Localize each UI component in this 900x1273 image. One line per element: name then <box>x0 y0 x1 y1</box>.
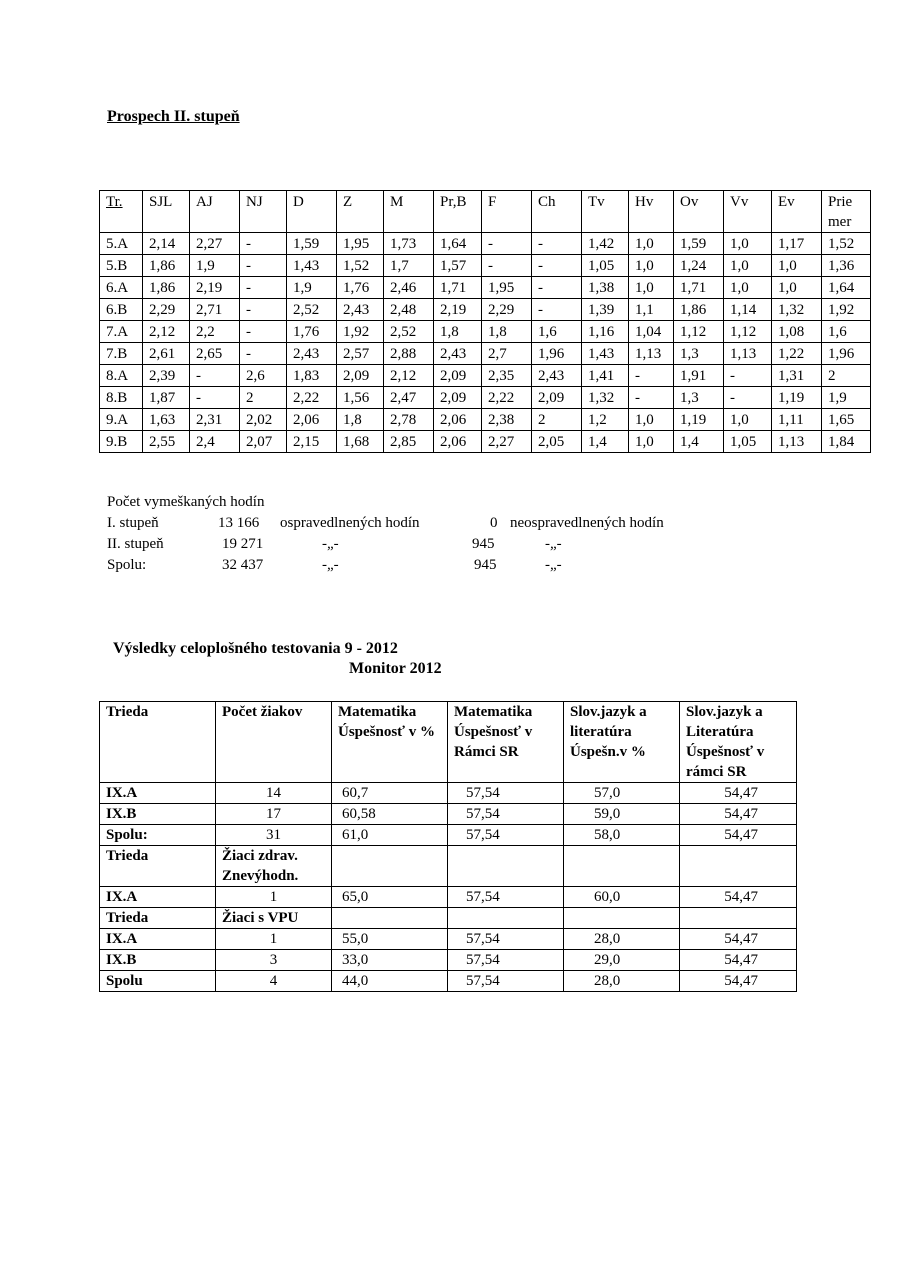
grades-header-cell: Hv <box>629 191 674 233</box>
grades-value-cell: 1,56 <box>337 387 384 409</box>
testing-value-cell: 54,47 <box>680 783 797 804</box>
grades-value-cell: 1,13 <box>772 431 822 453</box>
grades-value-cell: 2,43 <box>434 343 482 365</box>
testing-value-cell: 65,0 <box>332 887 448 908</box>
grades-value-cell: 2,46 <box>384 277 434 299</box>
grades-value-cell: 1,0 <box>724 233 772 255</box>
testing-value-cell: 33,0 <box>332 950 448 971</box>
testing-subheader-cell <box>332 908 448 929</box>
grades-class-cell: 8.A <box>100 365 143 387</box>
testing-header-cell: Trieda <box>100 702 216 783</box>
testing-table <box>99 701 797 992</box>
absence-excused: 13 166 <box>218 515 260 531</box>
grades-value-cell: 1,32 <box>582 387 629 409</box>
grades-value-cell: 2,19 <box>190 277 240 299</box>
grades-value-cell: 1,63 <box>143 409 190 431</box>
testing-value-cell: 3 <box>216 950 332 971</box>
grades-value-cell: 2,06 <box>434 409 482 431</box>
grades-value-cell: 1,12 <box>674 321 724 343</box>
grades-value-cell: 1,0 <box>629 409 674 431</box>
absence-label: II. stupeň <box>107 536 164 552</box>
grades-value-cell: 2,35 <box>482 365 532 387</box>
grades-value-cell: 1,43 <box>287 255 337 277</box>
testing-row <box>100 950 797 971</box>
testing-value-cell: 54,47 <box>680 887 797 908</box>
grades-value-cell: - <box>240 343 287 365</box>
grades-value-cell: 1,7 <box>384 255 434 277</box>
grades-value-cell: 2,06 <box>287 409 337 431</box>
grades-value-cell: 2,85 <box>384 431 434 453</box>
testing-class-cell: Spolu: <box>100 825 216 846</box>
grades-value-cell: 1,59 <box>287 233 337 255</box>
grades-value-cell: 1,14 <box>724 299 772 321</box>
grades-value-cell: 1,24 <box>674 255 724 277</box>
testing-value-cell: 57,54 <box>448 887 564 908</box>
grades-value-cell: 1,04 <box>629 321 674 343</box>
testing-header-cell: Slov.jazyk a Literatúra Úspešnosť v rámci SR <box>680 702 797 783</box>
grades-value-cell: - <box>724 365 772 387</box>
grades-value-cell: 1,95 <box>482 277 532 299</box>
grades-value-cell: 1,64 <box>822 277 871 299</box>
absence-excused-label: -„- <box>322 557 339 573</box>
grades-value-cell: 2,19 <box>434 299 482 321</box>
grades-class-cell: 9.A <box>100 409 143 431</box>
grades-value-cell: 2,09 <box>337 365 384 387</box>
testing-value-cell: 54,47 <box>680 929 797 950</box>
grades-value-cell: 1,52 <box>337 255 384 277</box>
testing-header-cell: Matematika Úspešnosť v % <box>332 702 448 783</box>
grades-header-cell: NJ <box>240 191 287 233</box>
grades-value-cell: 2 <box>240 387 287 409</box>
grades-value-cell: 1,6 <box>532 321 582 343</box>
grades-value-cell: - <box>532 299 582 321</box>
testing-subheader-cell <box>448 846 564 887</box>
absence-unexcused-label: neospravedlnených hodín <box>510 515 664 531</box>
testing-subheader-cell <box>332 846 448 887</box>
grades-value-cell: 2,48 <box>384 299 434 321</box>
grades-value-cell: - <box>629 387 674 409</box>
grades-value-cell: 2,55 <box>143 431 190 453</box>
grades-value-cell: 1,41 <box>582 365 629 387</box>
absence-unexcused: 945 <box>472 536 495 552</box>
grades-header-cell: Ov <box>674 191 724 233</box>
grades-value-cell: 2,05 <box>532 431 582 453</box>
grades-value-cell: 1,73 <box>384 233 434 255</box>
grades-row <box>100 409 871 431</box>
testing-value-cell: 54,47 <box>680 825 797 846</box>
grades-value-cell: 2,88 <box>384 343 434 365</box>
grades-value-cell: 2,43 <box>337 299 384 321</box>
grades-value-cell: 1,0 <box>629 431 674 453</box>
grades-value-cell: 1,83 <box>287 365 337 387</box>
grades-row <box>100 321 871 343</box>
testing-value-cell: 54,47 <box>680 804 797 825</box>
grades-value-cell: 1,96 <box>532 343 582 365</box>
testing-subheader-cell: Žiaci zdrav. Znevýhodn. <box>216 846 332 887</box>
grades-row <box>100 343 871 365</box>
testing-value-cell: 28,0 <box>564 929 680 950</box>
grades-value-cell: 1,2 <box>582 409 629 431</box>
testing-class-cell: IX.A <box>100 929 216 950</box>
grades-header-row <box>100 191 871 233</box>
grades-class-cell: 6.A <box>100 277 143 299</box>
grades-value-cell: 1,8 <box>434 321 482 343</box>
grades-value-cell: - <box>190 387 240 409</box>
testing-class-cell: IX.A <box>100 783 216 804</box>
grades-header-cell: Prie mer <box>822 191 871 233</box>
grades-class-cell: 8.B <box>100 387 143 409</box>
grades-value-cell: 1,84 <box>822 431 871 453</box>
testing-value-cell: 17 <box>216 804 332 825</box>
testing-header-row <box>100 702 797 783</box>
grades-value-cell: - <box>532 255 582 277</box>
grades-value-cell: 1,0 <box>724 277 772 299</box>
testing-value-cell: 54,47 <box>680 971 797 992</box>
grades-value-cell: 1,68 <box>337 431 384 453</box>
grades-value-cell: 1,8 <box>337 409 384 431</box>
grades-value-cell: 1,36 <box>822 255 871 277</box>
grades-value-cell: 2 <box>822 365 871 387</box>
absence-label: Spolu: <box>107 557 147 573</box>
grades-value-cell: 1,91 <box>674 365 724 387</box>
grades-value-cell: 1,92 <box>822 299 871 321</box>
testing-value-cell: 57,54 <box>448 971 564 992</box>
grades-value-cell: - <box>629 365 674 387</box>
testing-value-cell: 60,7 <box>332 783 448 804</box>
absence-excused-label: ospravedlnených hodín <box>280 515 420 531</box>
testing-subheader-row <box>100 846 797 887</box>
grades-header-cell: Vv <box>724 191 772 233</box>
testing-row <box>100 971 797 992</box>
grades-value-cell: 1,6 <box>822 321 871 343</box>
grades-header-cell: M <box>384 191 434 233</box>
testing-value-cell: 57,54 <box>448 929 564 950</box>
grades-class-cell: 5.B <box>100 255 143 277</box>
grades-value-cell: 1,86 <box>143 255 190 277</box>
testing-title: Výsledky celoplošného testovania 9 - 2012 <box>113 640 398 657</box>
grades-value-cell: 1,08 <box>772 321 822 343</box>
testing-value-cell: 29,0 <box>564 950 680 971</box>
grades-header-cell: Ev <box>772 191 822 233</box>
testing-class-cell: IX.A <box>100 887 216 908</box>
grades-value-cell: 1,8 <box>482 321 532 343</box>
grades-value-cell: 2,09 <box>434 387 482 409</box>
grades-value-cell: 1,87 <box>143 387 190 409</box>
grades-class-cell: 9.B <box>100 431 143 453</box>
grades-value-cell: 1,4 <box>674 431 724 453</box>
grades-value-cell: 2,31 <box>190 409 240 431</box>
testing-subheader-cell: Trieda <box>100 908 216 929</box>
grades-value-cell: 1,05 <box>724 431 772 453</box>
grades-value-cell: 2,7 <box>482 343 532 365</box>
testing-value-cell: 59,0 <box>564 804 680 825</box>
grades-value-cell: 1,19 <box>674 409 724 431</box>
grades-header-cell: Tr. <box>100 191 143 233</box>
testing-subheader-cell <box>564 846 680 887</box>
grades-value-cell: 2,47 <box>384 387 434 409</box>
grades-value-cell: 1,22 <box>772 343 822 365</box>
grades-value-cell: 2,61 <box>143 343 190 365</box>
grades-value-cell: 1,0 <box>629 277 674 299</box>
grades-value-cell: 2,14 <box>143 233 190 255</box>
grades-value-cell: 1,17 <box>772 233 822 255</box>
absence-unexcused-label: -„- <box>545 536 562 552</box>
testing-value-cell: 31 <box>216 825 332 846</box>
grades-value-cell: 1,9 <box>287 277 337 299</box>
absence-unexcused-label: -„- <box>545 557 562 573</box>
grades-value-cell: 2,22 <box>482 387 532 409</box>
grades-value-cell: 1,4 <box>582 431 629 453</box>
testing-value-cell: 44,0 <box>332 971 448 992</box>
grades-value-cell: 1,59 <box>674 233 724 255</box>
testing-subheader-cell: Žiaci s VPU <box>216 908 332 929</box>
grades-header-cell: D <box>287 191 337 233</box>
grades-value-cell: 1,76 <box>337 277 384 299</box>
testing-value-cell: 14 <box>216 783 332 804</box>
grades-value-cell: - <box>190 365 240 387</box>
testing-value-cell: 54,47 <box>680 950 797 971</box>
grades-value-cell: 1,9 <box>822 387 871 409</box>
absence-heading: Počet vymeškaných hodín <box>107 494 265 510</box>
testing-row <box>100 887 797 908</box>
testing-header-cell: Matematika Úspešnosť v Rámci SR <box>448 702 564 783</box>
grades-value-cell: 2,39 <box>143 365 190 387</box>
grades-value-cell: 1,57 <box>434 255 482 277</box>
testing-value-cell: 1 <box>216 929 332 950</box>
testing-value-cell: 60,0 <box>564 887 680 908</box>
grades-value-cell: 1,3 <box>674 343 724 365</box>
grades-value-cell: 1,13 <box>629 343 674 365</box>
grades-value-cell: 1,71 <box>434 277 482 299</box>
grades-value-cell: 1,12 <box>724 321 772 343</box>
grades-value-cell: - <box>532 233 582 255</box>
grades-value-cell: 1,65 <box>822 409 871 431</box>
testing-value-cell: 57,0 <box>564 783 680 804</box>
testing-value-cell: 57,54 <box>448 804 564 825</box>
grades-value-cell: 1,11 <box>772 409 822 431</box>
page-title: Prospech II. stupeň <box>107 108 240 125</box>
testing-value-cell: 55,0 <box>332 929 448 950</box>
grades-value-cell: 1,86 <box>674 299 724 321</box>
testing-value-cell: 61,0 <box>332 825 448 846</box>
grades-table <box>99 190 871 453</box>
testing-class-cell: Spolu <box>100 971 216 992</box>
grades-value-cell: 1,96 <box>822 343 871 365</box>
grades-row <box>100 277 871 299</box>
testing-value-cell: 28,0 <box>564 971 680 992</box>
grades-value-cell: - <box>482 255 532 277</box>
grades-value-cell: 1,71 <box>674 277 724 299</box>
grades-value-cell: - <box>240 233 287 255</box>
grades-row <box>100 255 871 277</box>
grades-value-cell: 2,52 <box>287 299 337 321</box>
grades-value-cell: 1,38 <box>582 277 629 299</box>
grades-value-cell: 1,43 <box>582 343 629 365</box>
testing-subheader-row <box>100 908 797 929</box>
grades-value-cell: 2,12 <box>143 321 190 343</box>
grades-value-cell: 2,52 <box>384 321 434 343</box>
testing-header-cell: Slov.jazyk a literatúra Úspešn.v % <box>564 702 680 783</box>
grades-header-cell: F <box>482 191 532 233</box>
testing-value-cell: 57,54 <box>448 825 564 846</box>
grades-value-cell: 1,1 <box>629 299 674 321</box>
absence-excused: 32 437 <box>222 557 264 573</box>
grades-value-cell: 2,6 <box>240 365 287 387</box>
grades-value-cell: - <box>724 387 772 409</box>
absence-excused: 19 271 <box>222 536 264 552</box>
grades-value-cell: 2,38 <box>482 409 532 431</box>
grades-value-cell: 2,4 <box>190 431 240 453</box>
grades-value-cell: 1,0 <box>629 255 674 277</box>
grades-row <box>100 299 871 321</box>
absence-excused-label: -„- <box>322 536 339 552</box>
grades-value-cell: 2 <box>532 409 582 431</box>
grades-value-cell: 1,16 <box>582 321 629 343</box>
testing-class-cell: IX.B <box>100 804 216 825</box>
grades-header-cell: Z <box>337 191 384 233</box>
grades-header-cell: Ch <box>532 191 582 233</box>
testing-value-cell: 57,54 <box>448 783 564 804</box>
grades-value-cell: 2,15 <box>287 431 337 453</box>
grades-value-cell: 1,13 <box>724 343 772 365</box>
grades-value-cell: - <box>482 233 532 255</box>
grades-value-cell: 1,0 <box>629 233 674 255</box>
grades-value-cell: 1,0 <box>724 255 772 277</box>
grades-value-cell: 1,42 <box>582 233 629 255</box>
grades-value-cell: 1,92 <box>337 321 384 343</box>
grades-value-cell: 2,27 <box>482 431 532 453</box>
grades-value-cell: 2,29 <box>482 299 532 321</box>
grades-row <box>100 233 871 255</box>
grades-value-cell: 2,29 <box>143 299 190 321</box>
grades-header-cell: Pr,B <box>434 191 482 233</box>
testing-subheader-cell <box>564 908 680 929</box>
grades-value-cell: 1,86 <box>143 277 190 299</box>
grades-value-cell: 2,09 <box>434 365 482 387</box>
grades-class-cell: 7.A <box>100 321 143 343</box>
grades-value-cell: 2,12 <box>384 365 434 387</box>
grades-value-cell: 1,64 <box>434 233 482 255</box>
grades-value-cell: 1,0 <box>772 255 822 277</box>
grades-value-cell: 1,95 <box>337 233 384 255</box>
grades-value-cell: 1,0 <box>772 277 822 299</box>
absence-label: I. stupeň <box>107 515 159 531</box>
grades-value-cell: - <box>240 255 287 277</box>
grades-value-cell: - <box>532 277 582 299</box>
grades-row <box>100 431 871 453</box>
testing-class-cell: IX.B <box>100 950 216 971</box>
grades-value-cell: 1,0 <box>724 409 772 431</box>
grades-class-cell: 6.B <box>100 299 143 321</box>
grades-value-cell: - <box>240 277 287 299</box>
grades-value-cell: 1,31 <box>772 365 822 387</box>
testing-row <box>100 825 797 846</box>
grades-value-cell: 1,9 <box>190 255 240 277</box>
grades-value-cell: 2,2 <box>190 321 240 343</box>
grades-value-cell: 2,43 <box>287 343 337 365</box>
testing-value-cell: 57,54 <box>448 950 564 971</box>
grades-class-cell: 7.B <box>100 343 143 365</box>
testing-value-cell: 60,58 <box>332 804 448 825</box>
grades-value-cell: - <box>240 299 287 321</box>
grades-value-cell: 2,78 <box>384 409 434 431</box>
testing-subheader-cell <box>448 908 564 929</box>
testing-subheader-cell: Trieda <box>100 846 216 887</box>
absence-unexcused: 0 <box>490 515 498 531</box>
testing-value-cell: 58,0 <box>564 825 680 846</box>
grades-row <box>100 365 871 387</box>
testing-row <box>100 783 797 804</box>
grades-value-cell: 2,02 <box>240 409 287 431</box>
grades-value-cell: 2,57 <box>337 343 384 365</box>
grades-header-cell: Tv <box>582 191 629 233</box>
testing-subheader-cell <box>680 846 797 887</box>
grades-row <box>100 387 871 409</box>
grades-value-cell: 2,43 <box>532 365 582 387</box>
grades-value-cell: 1,19 <box>772 387 822 409</box>
absence-unexcused: 945 <box>474 557 497 573</box>
grades-header-cell: AJ <box>190 191 240 233</box>
grades-value-cell: 1,05 <box>582 255 629 277</box>
grades-value-cell: 1,3 <box>674 387 724 409</box>
grades-value-cell: 2,22 <box>287 387 337 409</box>
grades-value-cell: 2,06 <box>434 431 482 453</box>
grades-value-cell: 1,32 <box>772 299 822 321</box>
grades-value-cell: 1,76 <box>287 321 337 343</box>
grades-value-cell: 2,27 <box>190 233 240 255</box>
grades-value-cell: 2,65 <box>190 343 240 365</box>
testing-value-cell: 1 <box>216 887 332 908</box>
grades-value-cell: 1,52 <box>822 233 871 255</box>
grades-value-cell: 2,07 <box>240 431 287 453</box>
testing-row <box>100 804 797 825</box>
grades-value-cell: 2,71 <box>190 299 240 321</box>
grades-class-cell: 5.A <box>100 233 143 255</box>
grades-value-cell: - <box>240 321 287 343</box>
grades-value-cell: 1,39 <box>582 299 629 321</box>
testing-subtitle: Monitor 2012 <box>349 660 442 677</box>
grades-header-cell: SJL <box>143 191 190 233</box>
testing-header-cell: Počet žiakov <box>216 702 332 783</box>
grades-value-cell: 2,09 <box>532 387 582 409</box>
testing-value-cell: 4 <box>216 971 332 992</box>
testing-subheader-cell <box>680 908 797 929</box>
testing-row <box>100 929 797 950</box>
